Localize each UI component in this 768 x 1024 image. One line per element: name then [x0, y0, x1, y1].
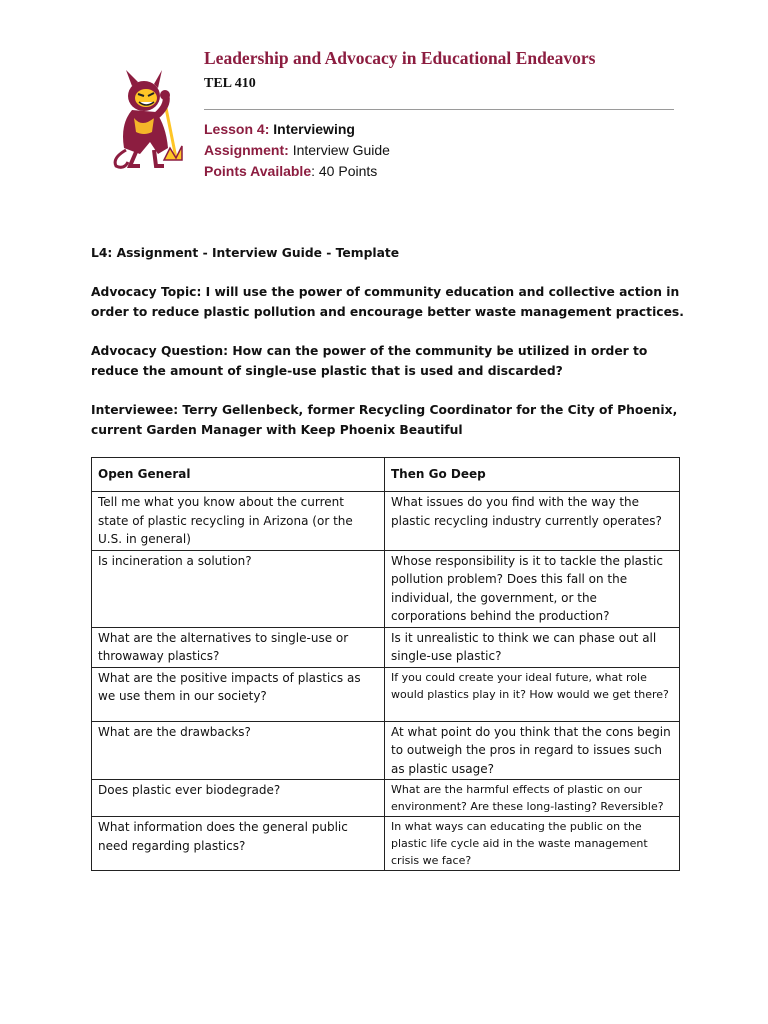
- lesson-value: Interviewing: [273, 121, 355, 137]
- points-label: Points Available: [204, 163, 312, 179]
- table-row: [92, 817, 680, 871]
- table-row: [92, 550, 680, 627]
- open-general-cell: Does plastic ever biodegrade?: [92, 780, 385, 817]
- go-deep-cell: At what point do you think that the cons begin to outweigh the pros in regard to issues such as plastic usage?: [385, 721, 680, 780]
- open-general-cell: What are the alternatives to single-use or throwaway plastics?: [92, 627, 385, 667]
- lesson-line: [204, 121, 355, 137]
- open-general-cell: What information does the general public need regarding plastics?: [92, 817, 385, 871]
- points-value: : 40 Points: [311, 163, 378, 179]
- assignment-label: Assignment:: [204, 142, 289, 158]
- go-deep-cell: Whose responsibility is it to tackle the plastic pollution problem? Does this fall on the individual, the government, or the corporations behind the production?: [385, 550, 680, 627]
- table-row: [92, 780, 680, 817]
- open-general-cell: Is incineration a solution?: [92, 550, 385, 627]
- template-title: L4: Assignment - Interview Guide - Template: [91, 246, 400, 260]
- open-general-cell: What are the positive impacts of plastics as we use them in our society?: [92, 667, 385, 721]
- assignment-value: Interview Guide: [292, 142, 390, 158]
- go-deep-cell: In what ways can educating the public on the plastic life cycle aid in the waste management crisis we face?: [385, 817, 680, 871]
- course-code: TEL 410: [204, 76, 256, 91]
- interview-guide-table: [91, 457, 680, 871]
- go-deep-cell: If you could create your ideal future, what role would plastics play in it? How would we get there?: [385, 667, 680, 721]
- header-then-go-deep: Then Go Deep: [385, 458, 680, 492]
- lesson-label: Lesson 4:: [204, 121, 270, 137]
- go-deep-cell: What issues do you find with the way the plastic recycling industry currently operates?: [385, 492, 680, 551]
- go-deep-cell: Is it unrealistic to think we can phase out all single-use plastic?: [385, 627, 680, 667]
- assignment-line: [204, 142, 390, 158]
- header-divider: [204, 109, 674, 110]
- advocacy-question: Advocacy Question: How can the power of the community be utilized in order to reduce the amount of single-use plastic that is used and discarded?: [91, 344, 648, 378]
- header-open-general: Open General: [92, 458, 385, 492]
- open-general-cell: Tell me what you know about the current state of plastic recycling in Arizona (or the U.S. in general): [92, 492, 385, 551]
- table-row: [92, 492, 680, 551]
- interviewee: Interviewee: Terry Gellenbeck, former Recycling Coordinator for the City of Phoenix, current Garden Manager with Keep Phoenix Beautiful: [91, 403, 678, 437]
- table-row: [92, 667, 680, 721]
- course-title: Leadership and Advocacy in Educational Endeavors: [204, 48, 596, 68]
- points-line: [204, 163, 377, 179]
- table-row: [92, 627, 680, 667]
- go-deep-cell: What are the harmful effects of plastic on our environment? Are these long-lasting? Reversible?: [385, 780, 680, 817]
- advocacy-topic: Advocacy Topic: I will use the power of community education and collective action in order to reduce plastic pollution and encourage better waste management practices.: [91, 285, 684, 319]
- open-general-cell: What are the drawbacks?: [92, 721, 385, 780]
- table-header-row: [92, 458, 680, 492]
- table-row: [92, 721, 680, 780]
- sun-devil-mascot-icon: [106, 62, 190, 172]
